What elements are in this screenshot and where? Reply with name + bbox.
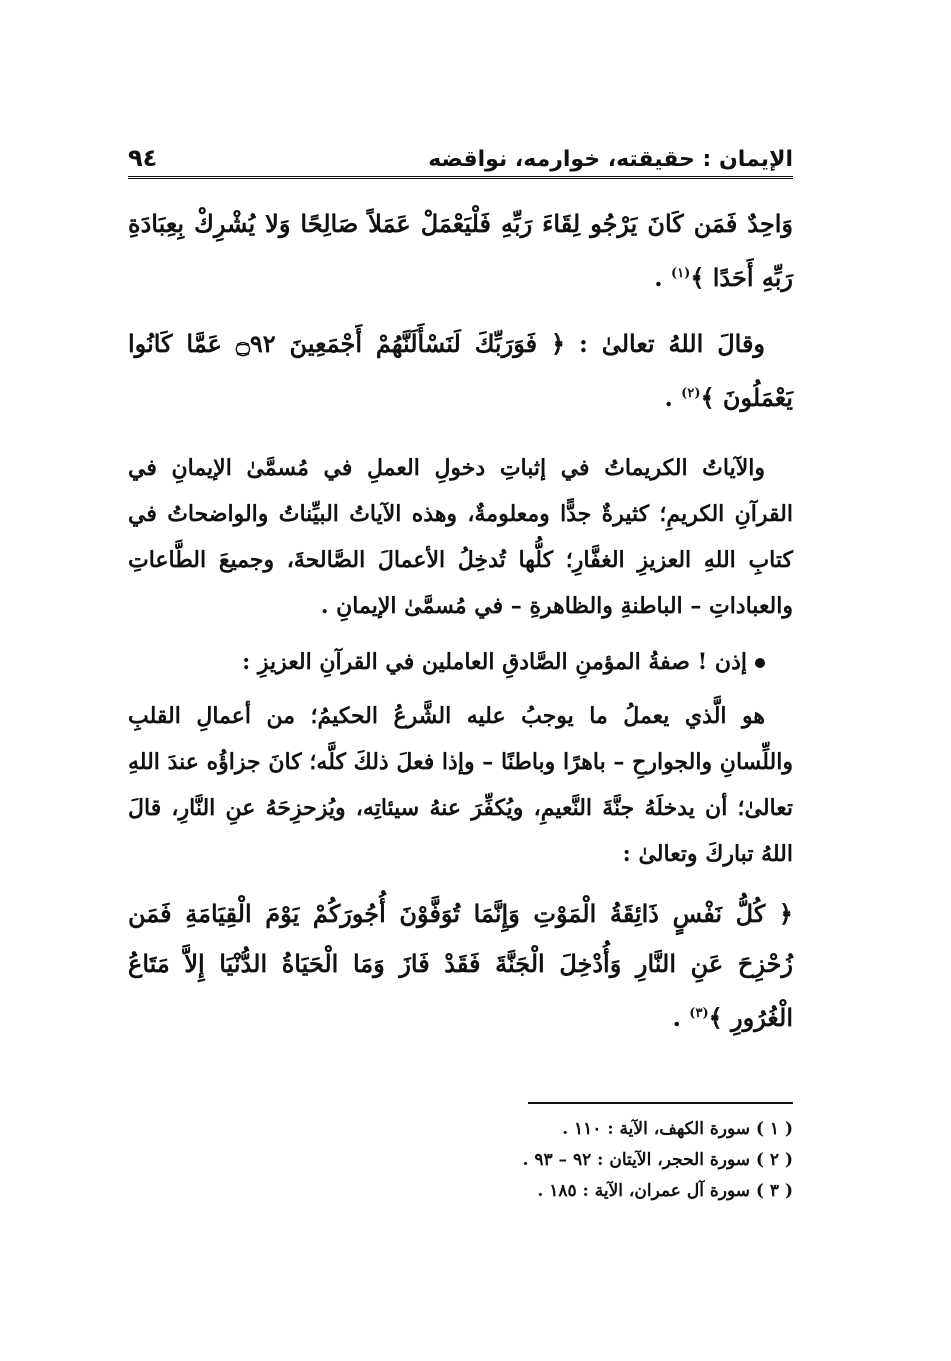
footnote-ref: (٣) bbox=[689, 1006, 709, 1021]
verse-text: ﴿ كُلُّ نَفْسٍ ذَائِقَةُ الْمَوْتِ وَإِنَّمَا تُوَفَّوْنَ أُجُورَكُمْ يَوْمَ الْقِيَامَةِ فَمَن زُحْزِحَ عَنِ النَّارِ وَأُدْخِلَ الْجَنَّةَ فَقَدْ فَازَ وَمَا الْحَيَاةُ الدُّنْيَا إِلاَّ مَتَاعُ الْغُرُورِ ﴾ bbox=[128, 899, 793, 1032]
footnote-divider bbox=[528, 1102, 793, 1104]
footnote-ref: (٢) bbox=[681, 386, 701, 401]
footnote-ref: (١) bbox=[671, 266, 691, 281]
quran-verse-kahf bbox=[128, 199, 793, 303]
sentence-end: . bbox=[654, 263, 663, 292]
bullet-icon bbox=[755, 658, 765, 668]
running-header bbox=[128, 138, 793, 179]
page-body bbox=[128, 138, 793, 1043]
paragraph-verses-evidence: والآياتُ الكريماتُ في إثباتِ دخولِ العملِ في مُسمَّىٰ الإيمانِ في القرآنِ الكريمِ؛ كثيرةٌ جدًّا ومعلومةٌ، وهذه الآياتُ البيِّناتُ والواضحاتُ في كتابِ اللهِ العزيزِ الغفَّارِ؛ كلُّها تُدخِلُ الأعمالَ الصَّالحةَ، وجميعَ الطَّاعاتِ والعباداتِ – الباطنةِ والظاهرةِ – في مُسمَّىٰ الإيمانِ . bbox=[128, 455, 793, 619]
paragraph-believer-description: هو الَّذي يعملُ ما يوجبُ عليه الشَّرعُ الحكيمُ؛ من أعمالِ القلبِ واللِّسانِ والجوارحِ – باهرًا وباطنًا – وإذا فعلَ ذلكَ كلَّه؛ كانَ جزاؤُه عندَ اللهِ تعالىٰ؛ أن يدخلَهُ جنَّةَ النَّعيمِ، ويُكفِّرَ عنهُ سيئاتِه، ويُزحزِحَهُ عنِ النَّارِ، قالَ اللهُ تباركَ وتعالىٰ : bbox=[128, 703, 793, 867]
footnote-2: ( ٢ ) سورة الحجر، الآيتان : ٩٢ – ٩٣ . bbox=[522, 1150, 793, 1170]
page-number: ٩٤ bbox=[128, 144, 158, 172]
quran-verse-hijr bbox=[128, 319, 793, 423]
heading-text: إذن ! صفةُ المؤمنِ الصَّادقِ العاملين في القرآنِ العزيزِ : bbox=[242, 649, 747, 675]
sentence-end: . bbox=[672, 1003, 681, 1032]
verse-text: وقالَ اللهُ تعالىٰ : ﴿ فَوَرَبِّكَ لَنَسْأَلَنَّهُمْ أَجْمَعِينَ ۝٩٢ عَمَّا كَانُوا يَعْمَلُونَ ﴾ bbox=[128, 329, 793, 412]
footnotes bbox=[128, 1102, 793, 1207]
footnote-1: ( ١ ) سورة الكهف، الآية : ١١٠ . bbox=[562, 1119, 793, 1139]
section-heading bbox=[128, 639, 793, 685]
sentence-end: . bbox=[664, 383, 673, 412]
quran-verse-imran bbox=[128, 889, 793, 1043]
book-title: الإيمان : حقيقته، خوارمه، نواقضه bbox=[428, 147, 793, 172]
footnote-3: ( ٣ ) سورة آل عمران، الآية : ١٨٥ . bbox=[537, 1181, 793, 1201]
verse-text: وَاحِدٌ فَمَن كَانَ يَرْجُو لِقَاءَ رَبِّهِ فَلْيَعْمَلْ عَمَلاً صَالِحًا وَلا يُشْرِكْ بِعِبَادَةِ رَبِّهِ أَحَدًا ﴾ bbox=[128, 209, 793, 292]
